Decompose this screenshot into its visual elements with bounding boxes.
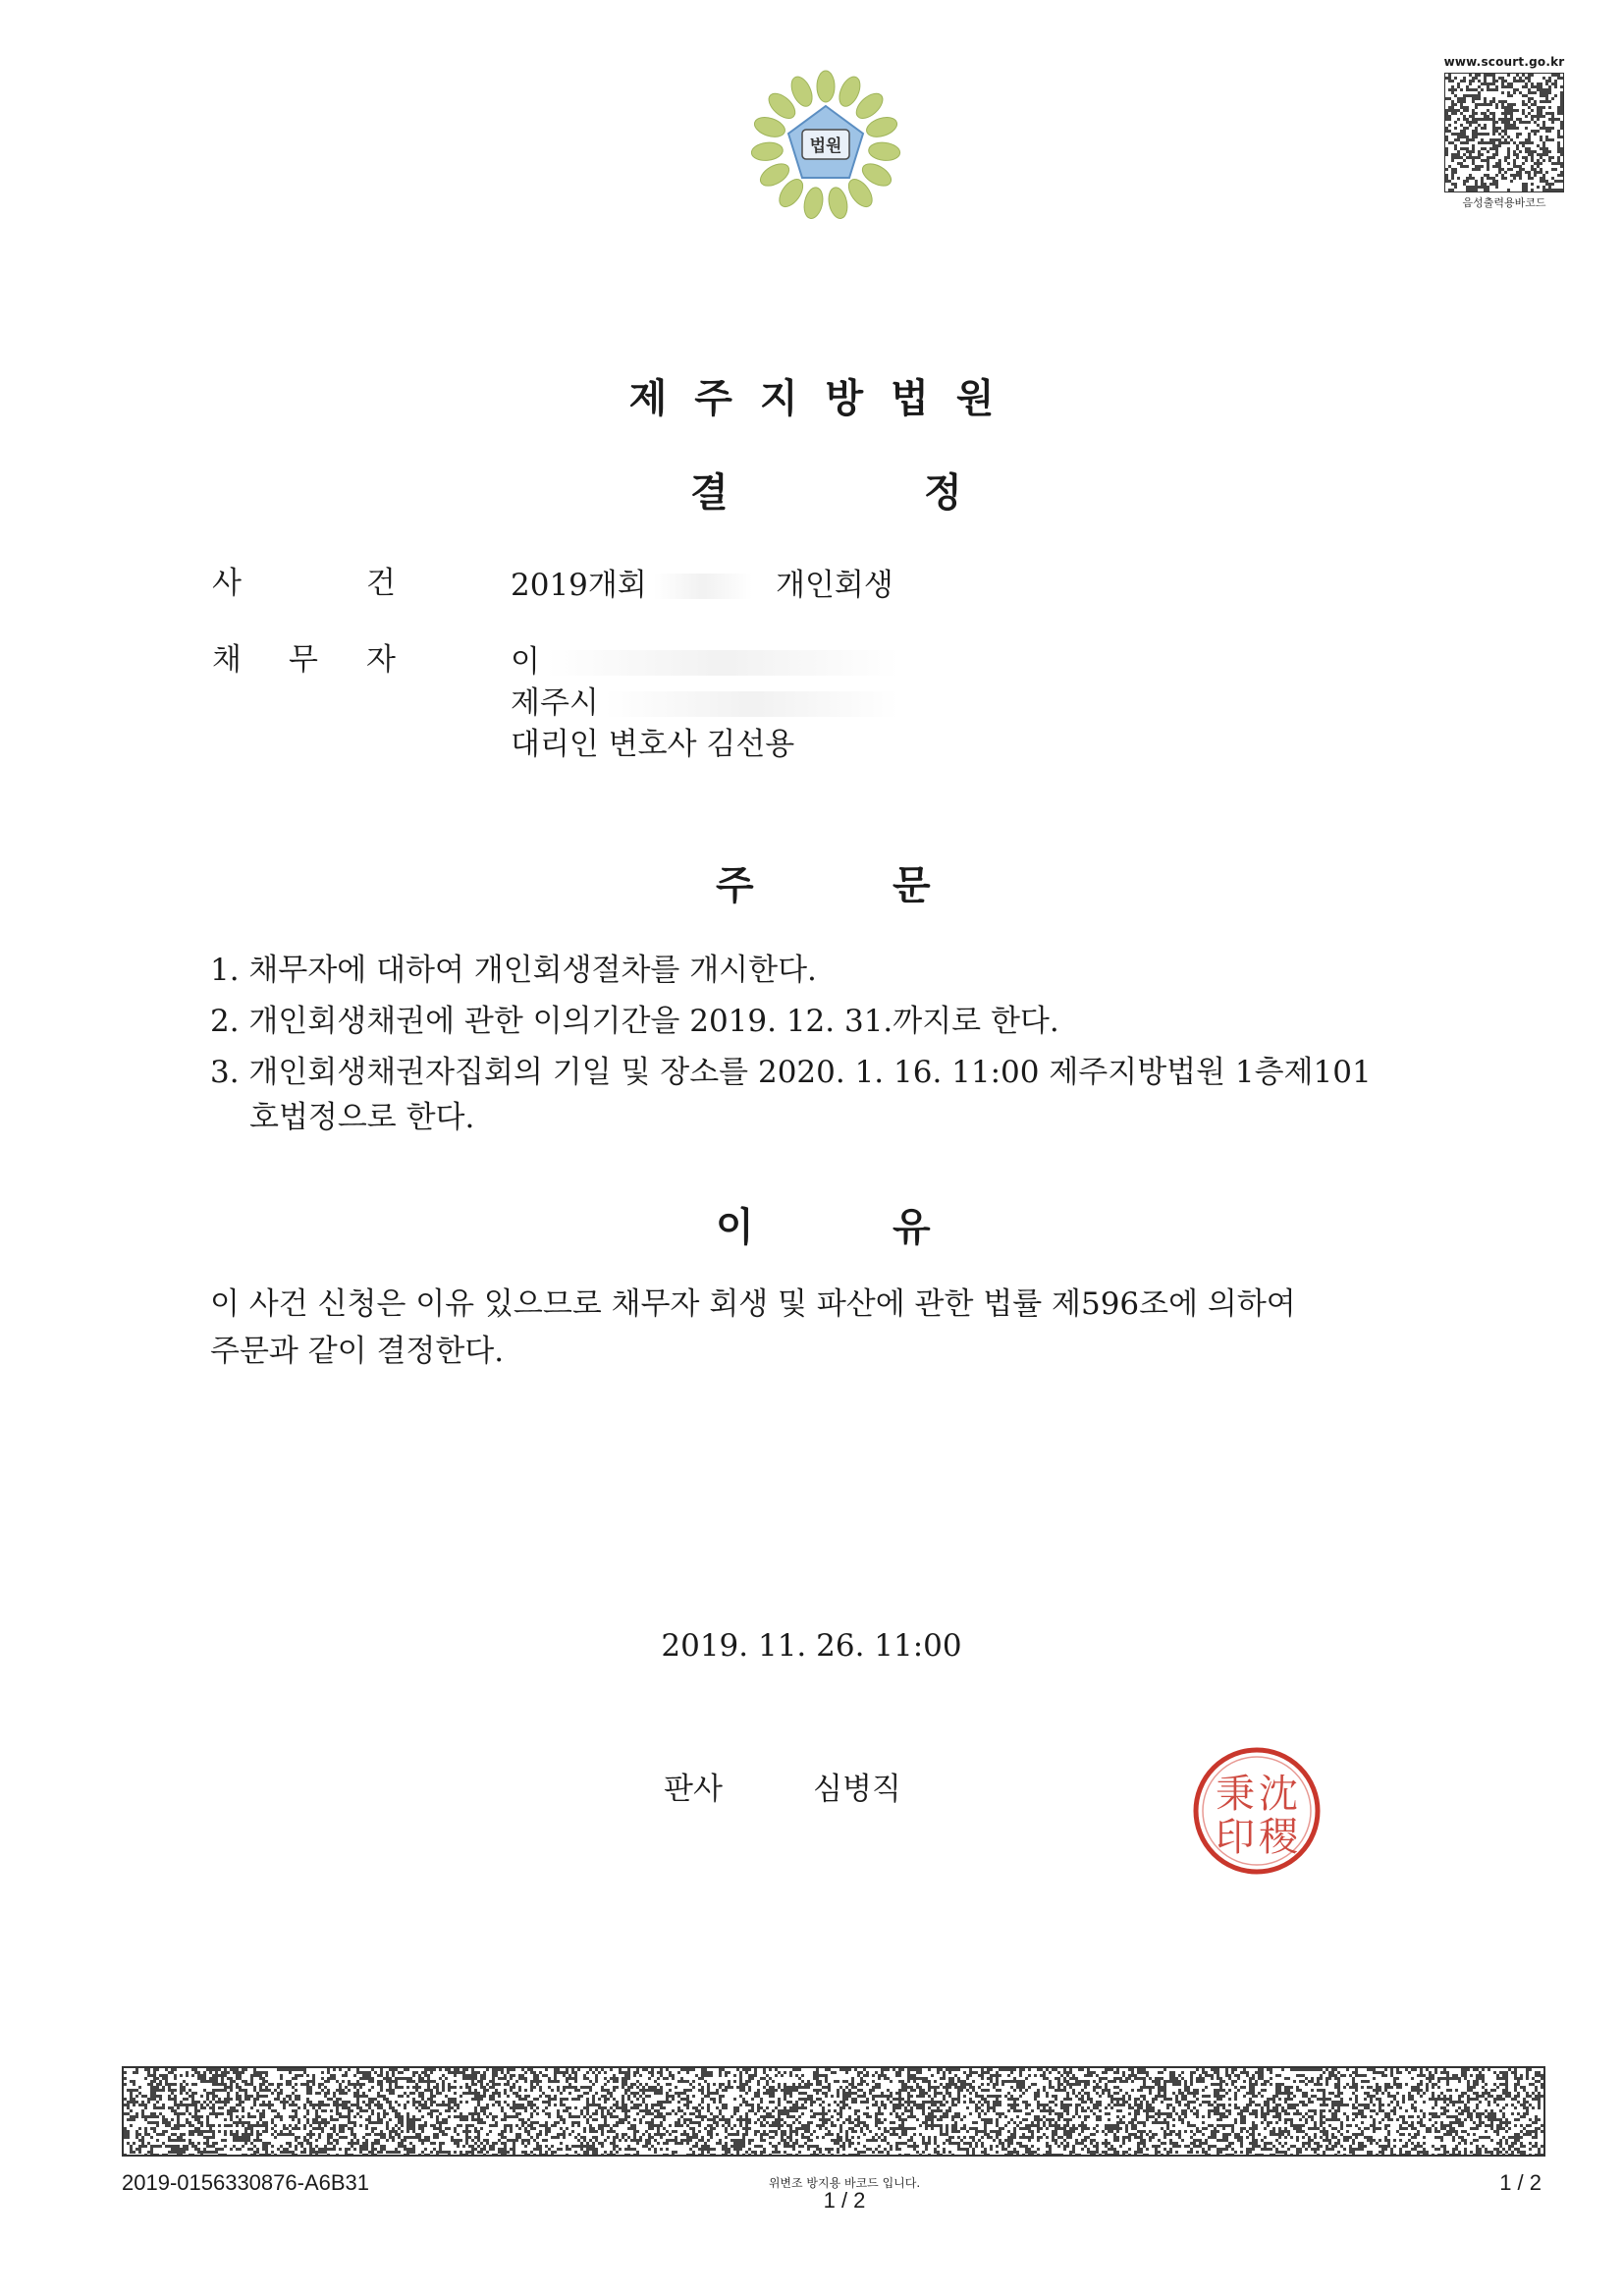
case-label-char-1: 사 (212, 566, 242, 601)
order-heading-char-2: 문 (893, 863, 931, 908)
judge-seal (1188, 1742, 1325, 1880)
reason-line-1: 이 사건 신청은 이유 있으므로 채무자 회생 및 파산에 관한 법률 제596조에 의하여 (210, 1286, 1296, 1322)
page-number: 1 / 2 (1499, 2170, 1542, 2195)
order-heading-char-1: 주 (716, 863, 754, 908)
document-number: 2019-0156330876-A6B31 (122, 2170, 370, 2195)
debtor-address: 제주시 (511, 685, 599, 721)
debtor-label-char-1: 채 (212, 642, 242, 678)
judge-name: 심병직 (813, 1772, 901, 1807)
emblem-text: 법원 (809, 137, 842, 156)
case-name: 개인회생 (776, 568, 893, 603)
debtor-label-char-3: 자 (366, 642, 396, 678)
order-item-1: 1. 채무자에 대하여 개인회생절차를 개시한다. (210, 953, 817, 988)
page-number-center: 1 / 2 (823, 2188, 866, 2213)
barcode-note: 위변조 방지용 바코드 입니다. (768, 2176, 921, 2190)
barcode-image (1444, 73, 1564, 192)
redaction (654, 574, 752, 599)
doc-type-char-1: 결 (690, 470, 729, 516)
decision-datetime: 2019. 11. 26. 11:00 (661, 1628, 962, 1664)
debtor-agent: 대리인 변호사 김선용 (511, 727, 795, 762)
judge-title: 판사 (664, 1772, 723, 1807)
debtor-label-char-2: 무 (289, 642, 318, 678)
reason-heading-char-2: 유 (893, 1205, 931, 1250)
court-emblem (748, 67, 903, 224)
anti-forgery-barcode (122, 2066, 1545, 2157)
svg-text:印: 印 (1216, 1815, 1255, 1860)
case-number: 2019개회 (511, 568, 647, 603)
case-label-char-2: 건 (366, 566, 396, 601)
barcode-url: www.scourt.go.kr (1443, 55, 1565, 69)
reason-heading-char-1: 이 (716, 1205, 754, 1250)
doc-type-char-2: 정 (924, 470, 962, 516)
reason-line-2: 주문과 같이 결정한다. (210, 1334, 505, 1369)
svg-text:秉: 秉 (1216, 1772, 1255, 1817)
order-item-2: 2. 개인회생채권에 관한 이의기간을 2019. 12. 31.까지로 한다. (210, 1004, 1059, 1039)
svg-text:稷: 稷 (1259, 1815, 1298, 1860)
court-name: 제주지방법원 (628, 376, 1022, 421)
order-item-3-continued: 호법정으로 한다. (249, 1100, 475, 1135)
svg-text:沈: 沈 (1259, 1772, 1298, 1817)
barcode-caption: 음성출력용바코드 (1462, 196, 1546, 209)
voice-barcode (1441, 55, 1567, 210)
redaction (605, 691, 899, 717)
debtor-name: 이 (511, 644, 540, 680)
order-item-3: 3. 개인회생채권자집회의 기일 및 장소를 2020. 1. 16. 11:00 제주지방법원 1층제101 (210, 1055, 1372, 1090)
redaction (546, 650, 899, 676)
